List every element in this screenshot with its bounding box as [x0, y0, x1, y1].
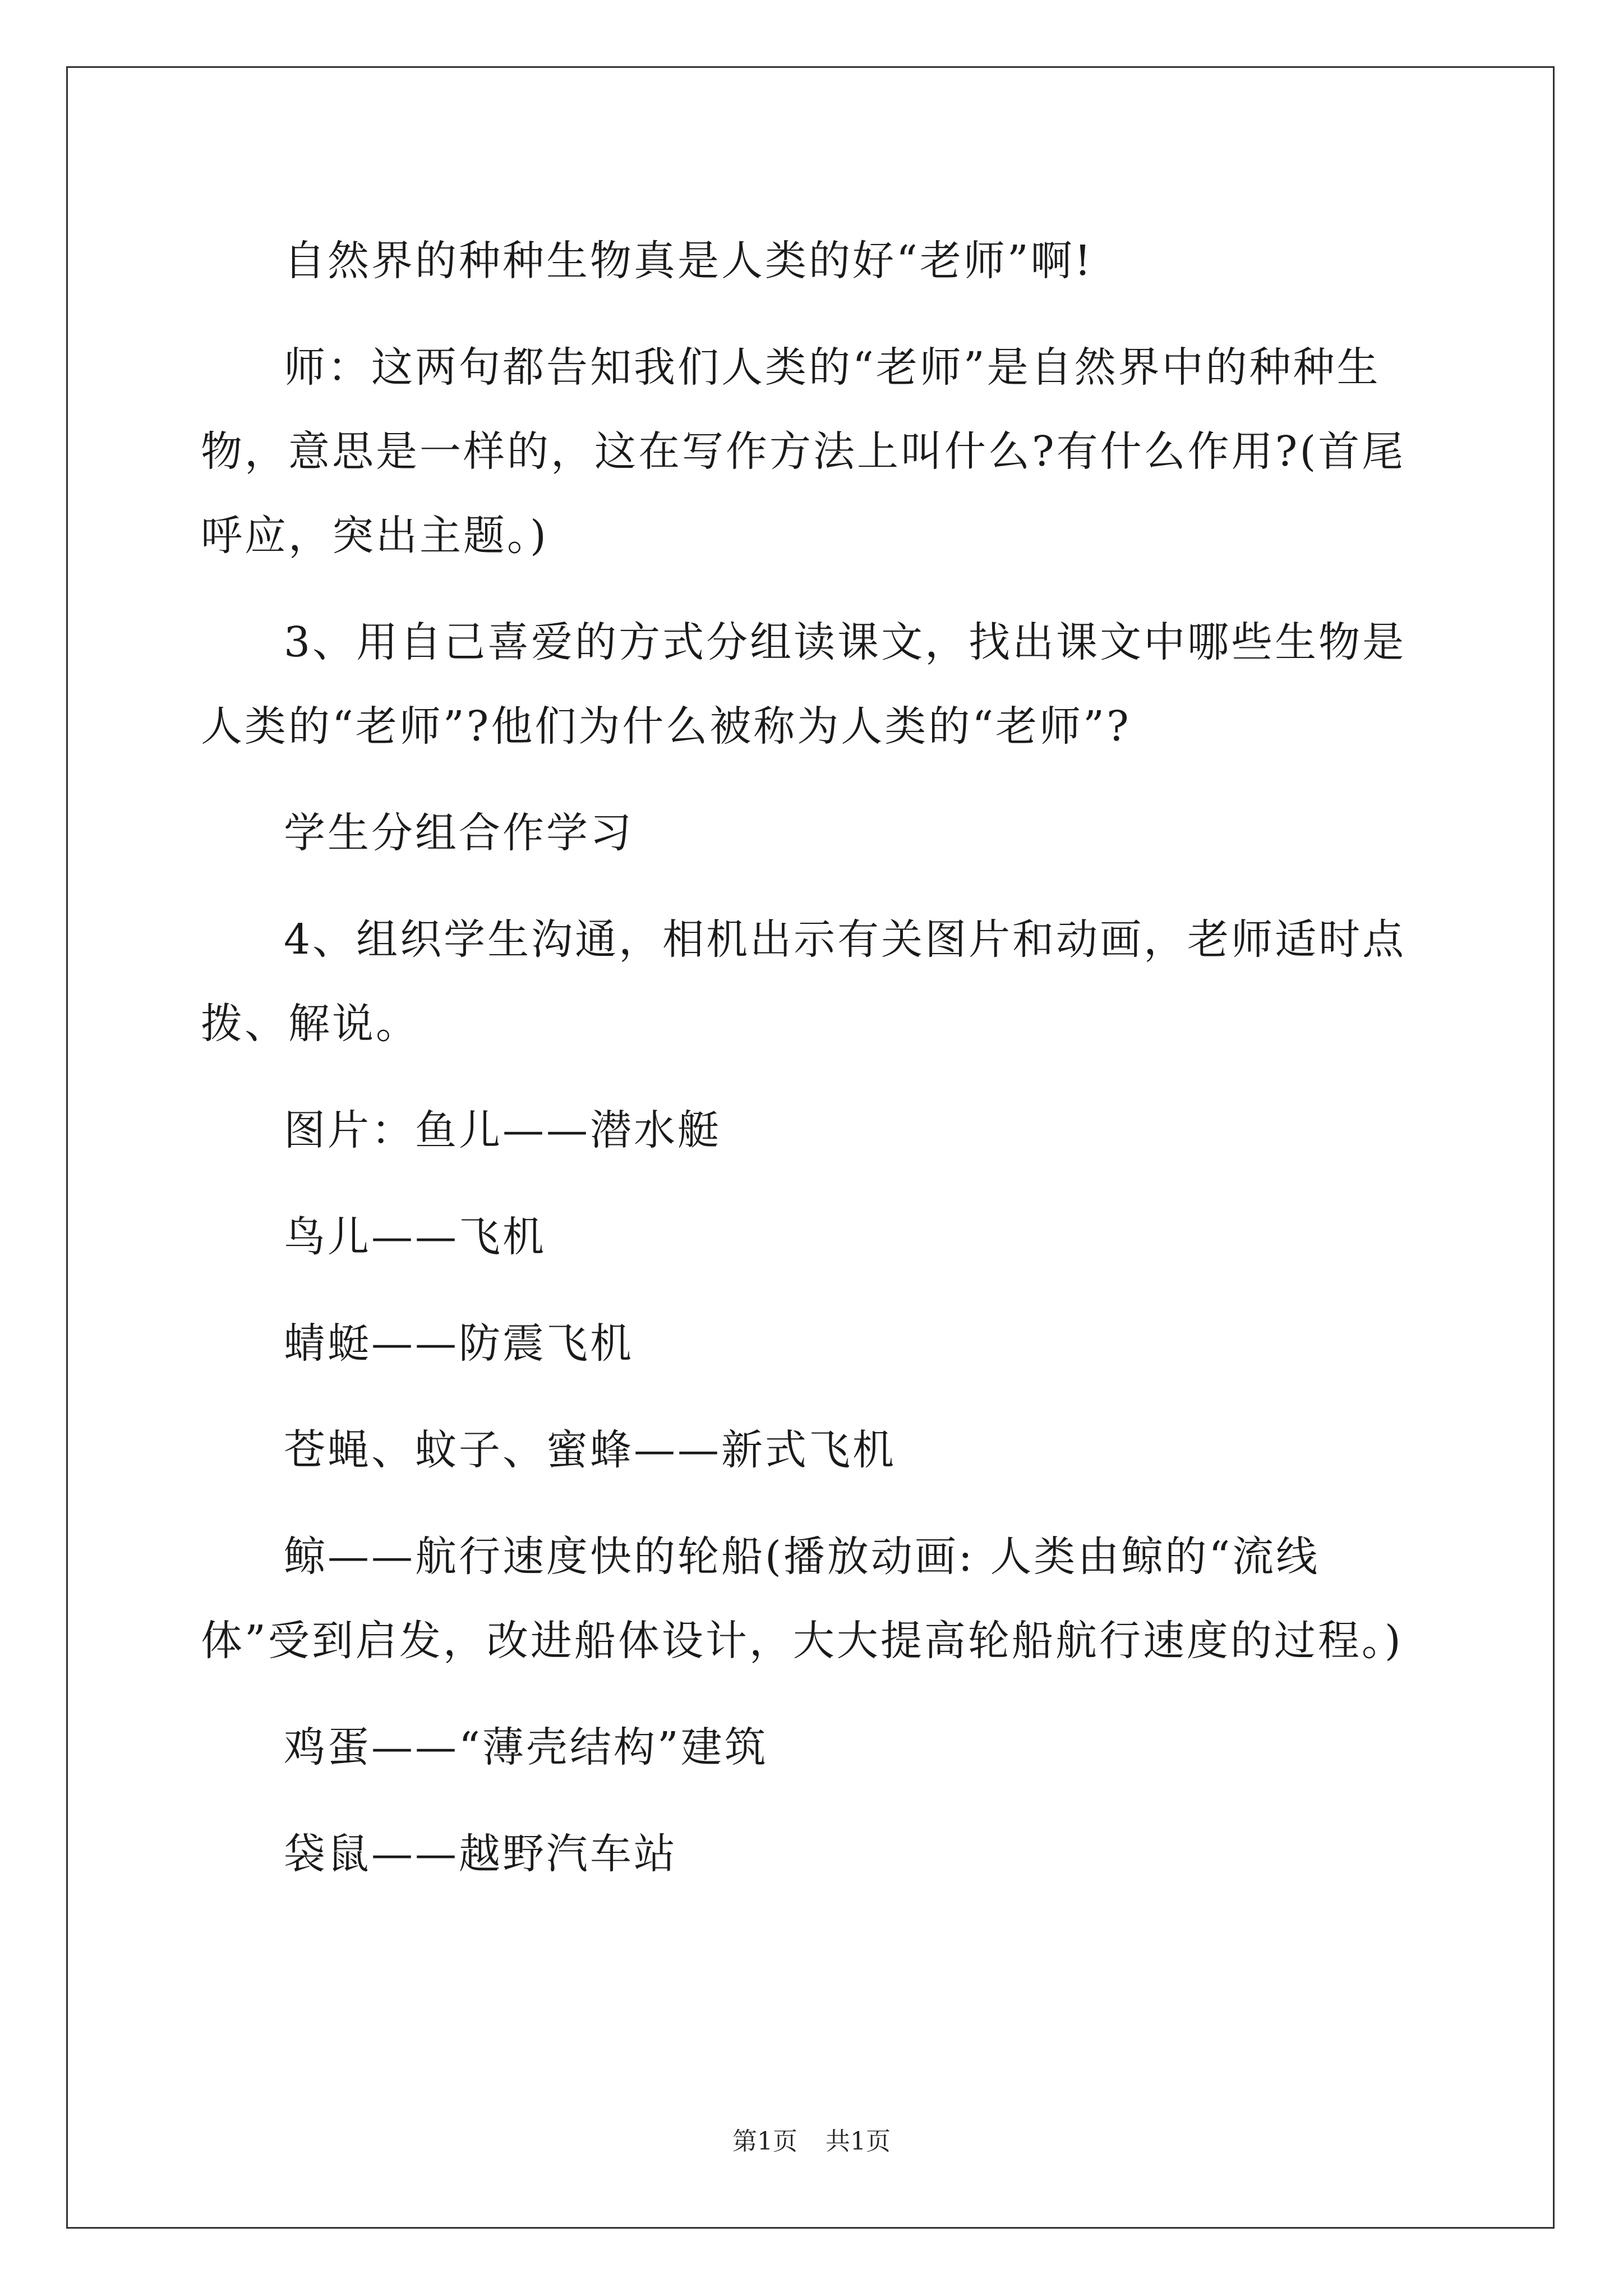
paragraph: 鸡蛋——“薄壳结构”建筑: [284, 1723, 768, 1772]
paragraph: 3、用自己喜爱的方式分组读课文，找出课文中哪些生物是人类的“老师”?他们为什么被称为人类的“老师”?: [201, 618, 1407, 751]
paragraph: 袋鼠——越野汽车站: [284, 1830, 677, 1878]
paragraph: 图片：鱼儿——潜水艇: [284, 1106, 721, 1154]
paragraph: 学生分组合作学习: [284, 809, 634, 857]
paragraph: 4、组织学生沟通，相机出示有关图片和动画，老师适时点拨、解说。: [201, 915, 1407, 1048]
paragraph: 鸟儿——飞机: [284, 1213, 546, 1261]
page-number-current: 第1页: [732, 2127, 797, 2156]
paragraph: 蜻蜓——防震飞机: [284, 1319, 634, 1368]
paragraph: 鲸——航行速度快的轮船(播放动画: 人类由鲸的“流线体”受到启发，改进船体设计，大大提高轮船航行速度的过程。): [201, 1533, 1403, 1665]
document-body: [201, 219, 1429, 1918]
paragraph: 苍蝇、蚊子、蜜蜂——新式飞机: [284, 1426, 896, 1474]
page-number-total: 共1页: [826, 2127, 891, 2156]
paragraph: 师：这两句都告知我们人类的“老师”是自然界中的种种生物，意思是一样的，这在写作方法上叫什么?有什么作用?(首尾呼应，突出主题。): [201, 343, 1406, 560]
page-footer: [0, 2125, 1623, 2159]
paragraph: 自然界的种种生物真是人类的好“老师”啊!: [284, 237, 1094, 285]
